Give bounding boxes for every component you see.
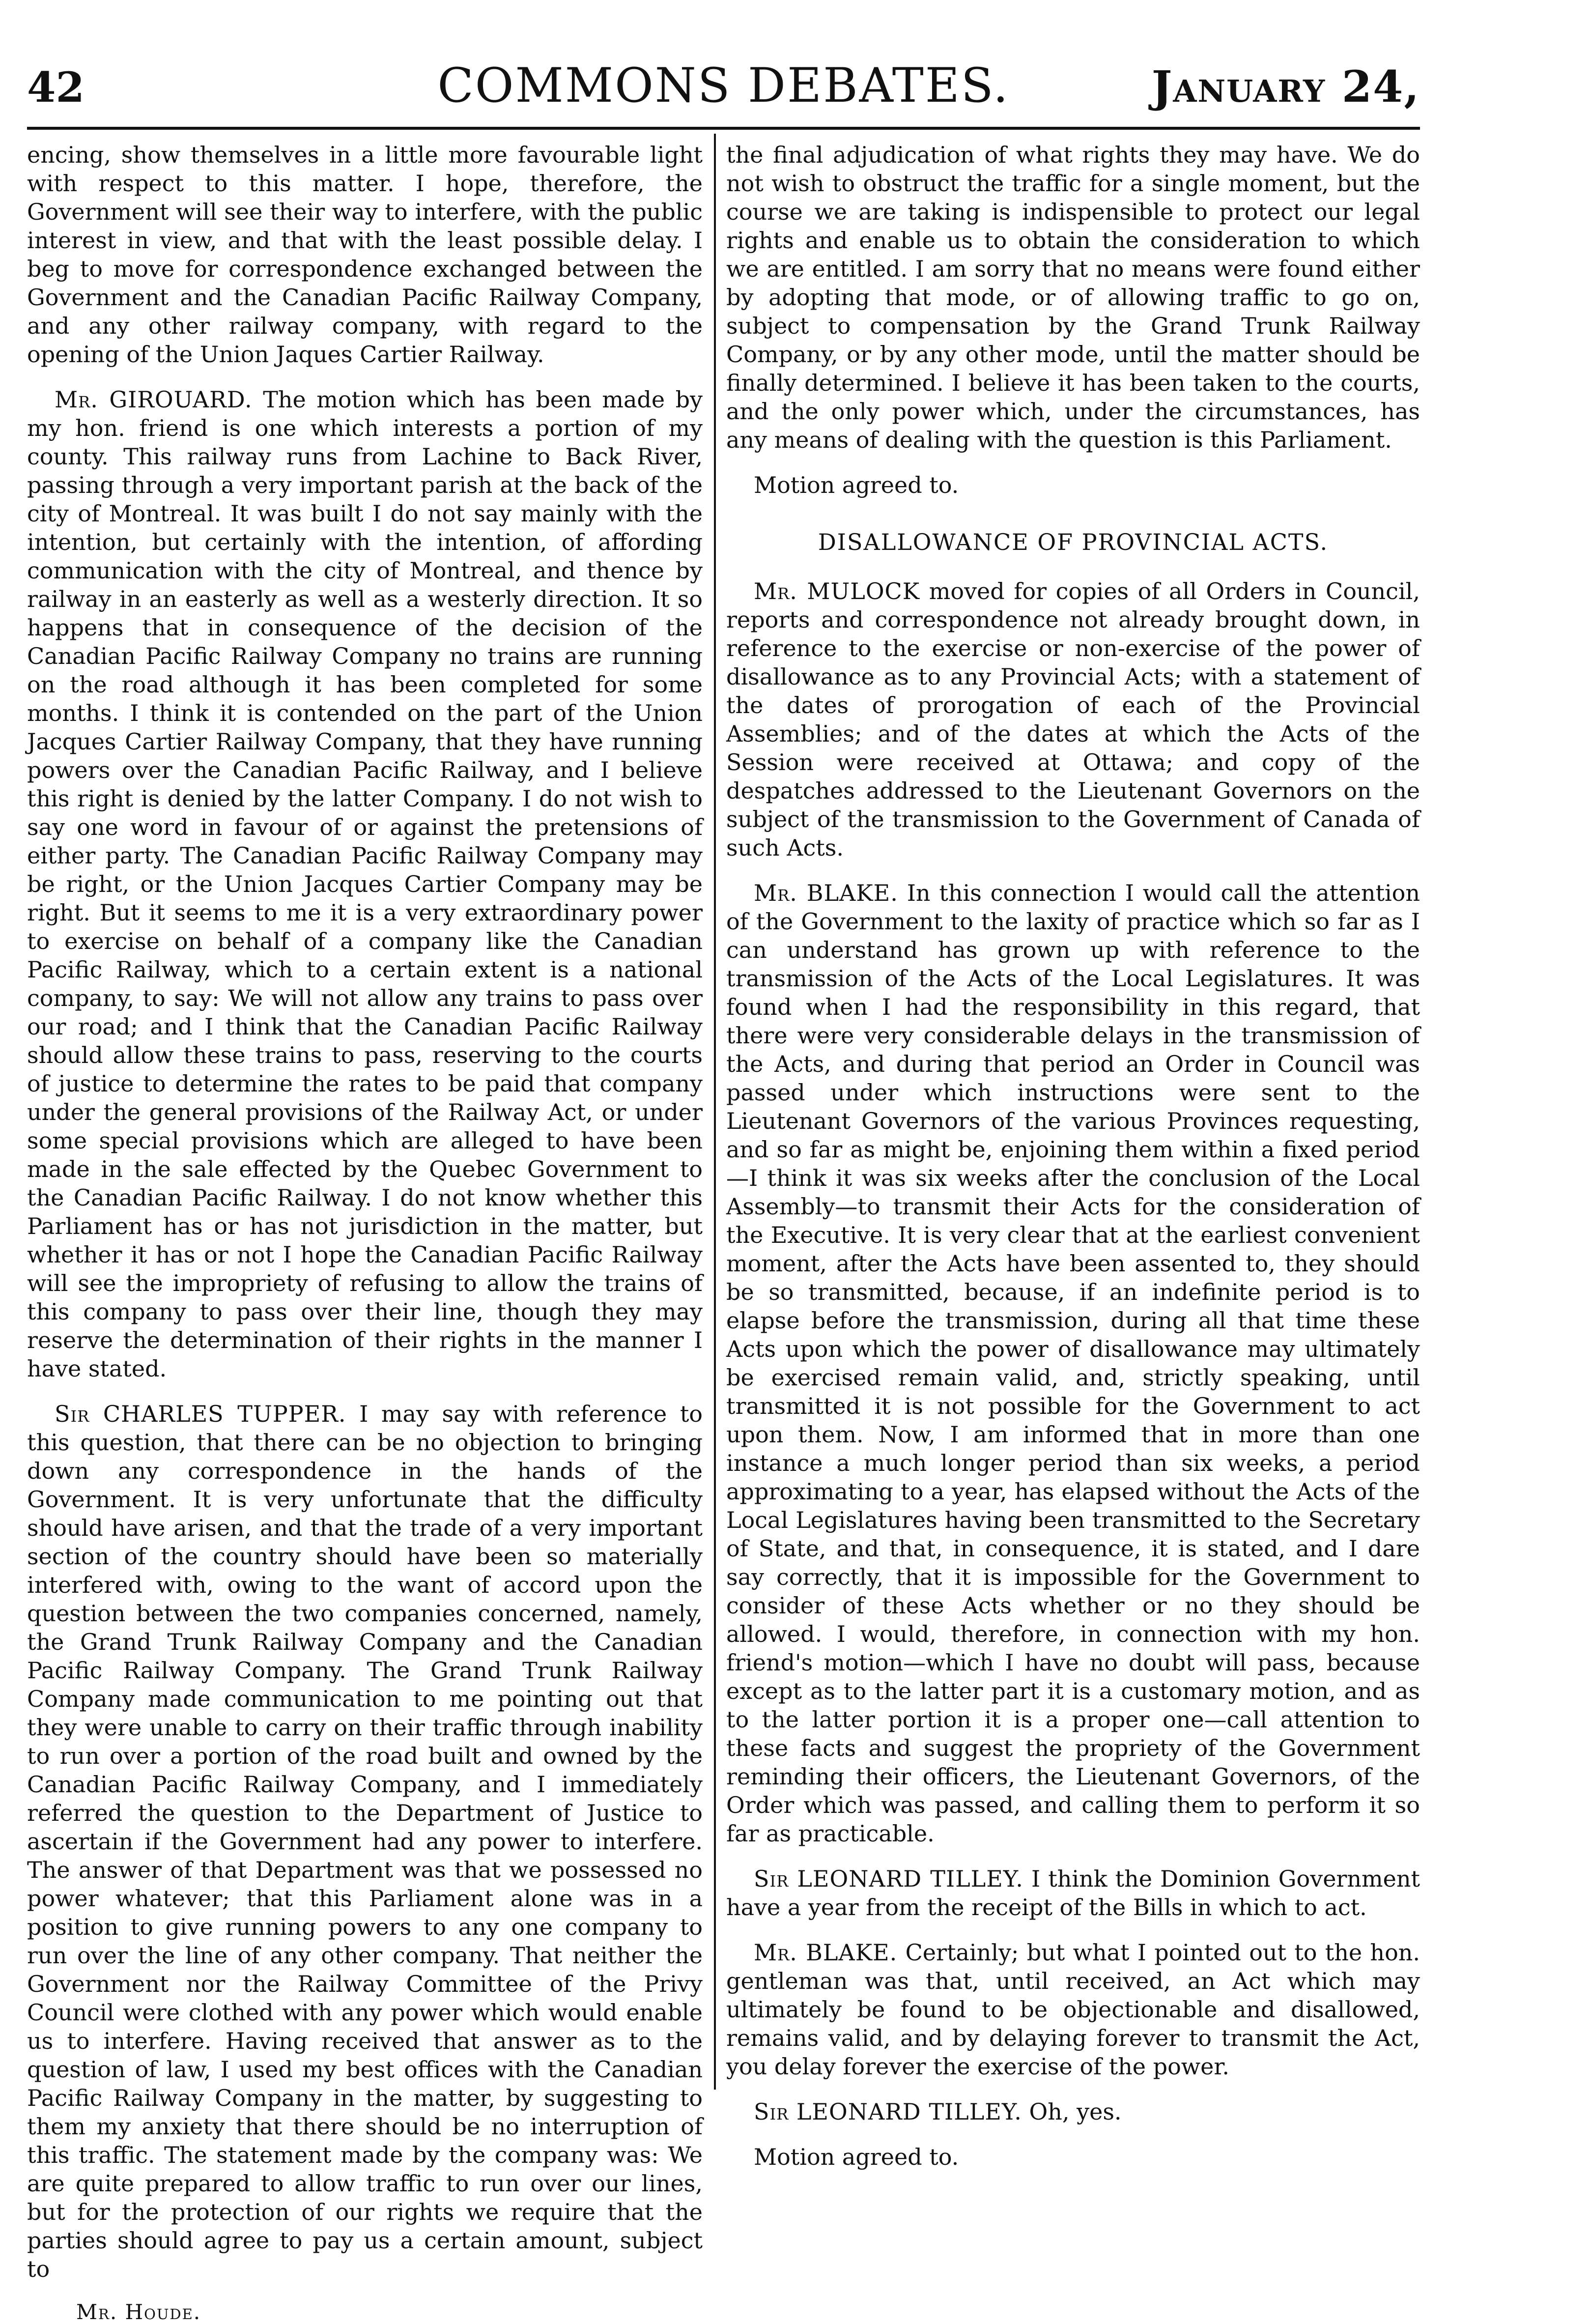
- speaker-name: Sir CHARLES TUPPER.: [55, 1401, 346, 1427]
- speaker-name: Mr. BLAKE.: [754, 1939, 898, 1966]
- footer-speaker: Mr. Houde.: [76, 2300, 201, 2324]
- paragraph-text: In this connection I would call the attention of the Government to the laxity of practice which so far as I can understand has grown up with reference to the transmission of the Acts of the Local Legislatures. It was found when I had the responsibility in this regard, that there were very considerable delays in the transmission of the Acts, and during that period an Order in Council was passed under which instructions were sent to the Lieutenant Governors of the various Provinces requesting, and so far as might be, enjoining them within a fixed period—I think it was six weeks after the conclusion of the Local Assembly—to transmit their Acts for the consideration of the Executive. It is very clear that at the earliest convenient moment, after the Acts have been assented to, they should be so transmitted, because, if an indefinite period is to elapse before the transmission, during all that time these Acts upon which the power of disallowance may ultimately be exercised remain valid, and, strictly speaking, until transmitted it is not possible for the Government to act upon them. Now, I am informed that in more than one instance a much longer period than six weeks, a period approximating to a year, has elapsed without the Acts of the Local Legislatures having been transmitted to the Secretary of State, and that, in consequence, it is stated, and I dare say correctly, that it is impossible for the Government to consider of these Acts whether or no they should be allowed. I would, therefore, in connection with my hon. friend's motion—which I have no doubt will pass, because except as to the latter part it is a customary motion, and as to the latter portion it is a proper one—call attention to these facts and suggest the propriety of the Government reminding their officers, the Lieutenant Governors, of the Order which was passed, and calling them to perform it so far as practicable.: [726, 880, 1420, 1847]
- left-column: [27, 141, 703, 2324]
- speaker-name: Sir LEONARD TILLEY.: [754, 2098, 1022, 2125]
- header-rule: [27, 127, 1420, 130]
- speaker-name: Mr. MULOCK: [754, 578, 920, 604]
- running-title: COMMONS DEBATES.: [437, 58, 1010, 113]
- paragraph: [726, 1865, 1420, 1922]
- paragraph: [726, 471, 1420, 499]
- section-heading: DISALLOWANCE OF PROVINCIAL ACTS.: [818, 529, 1329, 555]
- paragraph: [726, 2097, 1420, 2126]
- paragraph-text: I think the Dominion Government have a year from the receipt of the Bills in which to act.: [726, 1865, 1420, 1921]
- paragraph-text: moved for copies of all Orders in Council, reports and correspondence not already brought down, in reference to the exercise or non-exercise of the power of disallowance as to any Provincial Acts; with a statement of the dates of prorogation of each of the Provincial Assemblies; and of the dates at which the Acts of the Session were received at Ottawa; and copy of the despatches addressed to the Lieutenant Governors on the subject of the transmission to the Government of Canada of such Acts.: [726, 578, 1420, 861]
- running-date: January 24,: [1151, 61, 1420, 112]
- paragraph: [726, 1938, 1420, 2081]
- paragraph-text: The motion which has been made by my hon. friend is one which interests a portion of my county. This railway runs from Lachine to Back River, passing through a very important parish at the back of the city of Montreal. It was built I do not say mainly with the intention, but certainly with the intention, of affording communication with the city of Montreal, and thence by railway in an easterly as well as a westerly direction. It so happens that in consequence of the decision of the Canadian Pacific Railway Company no trains are running on the road although it has been completed for some months. I think it is contended on the part of the Union Jacques Cartier Railway Company, that they have running powers over the Canadian Pacific Railway, and I believe this right is denied by the latter Company. I do not wish to say one word in favour of or against the pretensions of either party. The Canadian Pacific Railway Company may be right, or the Union Jacques Cartier Company may be right. But it seems to me it is a very extraordinary power to exercise on behalf of a company like the Canadian Pacific Railway, which to a certain extent is a national company, to say: We will not allow any trains to pass over our road; and I think that the Canadian Pacific Railway should allow these trains to pass, reserving to the courts of justice to determine the rates to be paid that company under the general provisions of the Railway Act, or under some special provisions which are alleged to have been made in the sale effected by the Quebec Government to the Canadian Pacific Railway. I do not know whether this Parliament has or has not jurisdiction in the matter, but whether it has or not I hope the Canadian Pacific Railway will see the impropriety of refusing to allow the trains of this company to pass over their line, though they may reserve the determination of their rights in the manner I have stated.: [27, 386, 703, 1382]
- paragraph: [726, 141, 1420, 454]
- paragraph: [27, 385, 703, 1383]
- paragraph-text: Motion agreed to.: [754, 2144, 959, 2170]
- paragraph-text: the final adjudication of what rights they may have. We do not wish to obstruct the traffic for a single moment, but the course we are taking is indispensible to protect our legal rights and enable us to obtain the consideration to which we are entitled. I am sorry that no means were found either by adopting that mode, or of allowing traffic to go on, subject to compensation by the Grand Trunk Railway Company, or by any other mode, until the matter should be finally determined. I believe it has been taken to the courts, and the only power which, under the circumstances, has any means of dealing with the question is this Parliament.: [726, 142, 1420, 453]
- right-column: [726, 141, 1420, 2170]
- paragraph-text: Oh, yes.: [1029, 2098, 1122, 2125]
- speaker-name: Sir LEONARD TILLEY.: [754, 1865, 1023, 1892]
- paragraph-text: encing, show themselves in a little more favourable light with respect to this matter. I hope, therefore, the Government will see their way to interfere, with the public interest in view, and that with the least possible delay. I beg to move for correspondence exchanged between the Government and the Canadian Pacific Railway Company, and any other railway company, with regard to the opening of the Union Jaques Cartier Railway.: [27, 142, 703, 368]
- column-divider: [714, 134, 716, 2090]
- paragraph: [726, 879, 1420, 1848]
- paragraph-text: Certainly; but what I pointed out to the hon. gentleman was that, until received, an Act which may ultimately be found to be objectionable and disallowed, remains valid, and by delaying forever to transmit the Act, you delay forever the exercise of the power.: [726, 1939, 1420, 2080]
- paragraph-text: Motion agreed to.: [754, 472, 959, 498]
- speaker-name: Mr. BLAKE.: [754, 880, 898, 906]
- page-header: [27, 0, 1420, 123]
- paragraph: [726, 2143, 1420, 2171]
- paragraph: [726, 577, 1420, 862]
- page-number: 42: [27, 63, 85, 112]
- speaker-name: Mr. GIROUARD.: [55, 386, 253, 413]
- paragraph: [27, 141, 703, 369]
- paragraph-text: I may say with reference to this question, that there can be no objection to bringing down any correspondence in the hands of the Government. It is very unfortunate that the difficulty should have arisen, and that the trade of a very important section of the country should have been so materially interfered with, owing to the want of accord upon the question between the two companies concerned, namely, the Grand Trunk Railway Company and the Canadian Pacific Railway Company. The Grand Trunk Railway Company made communication to me pointing out that they were unable to carry on their traffic through inability to run over a portion of the road built and owned by the Canadian Pacific Railway Company, and I immediately referred the question to the Department of Justice to ascertain if the Government had any power to interfere. The answer of that Department was that we possessed no power whatever; that this Parliament alone was in a position to give running powers to any one company to run over the line of any other company. That neither the Government nor the Railway Committee of the Privy Council were clothed with any power which would enable us to interfere. Having received that answer as to the question of law, I used my best offices with the Canadian Pacific Railway Company in the matter, by suggesting to them my anxiety that there should be no interruption of this traffic. The statement made by the company was: We are quite prepared to allow traffic to run over our lines, but for the protection of our rights we require that the parties should agree to pay us a certain amount, subject to: [27, 1401, 703, 2282]
- paragraph: [27, 1400, 703, 2283]
